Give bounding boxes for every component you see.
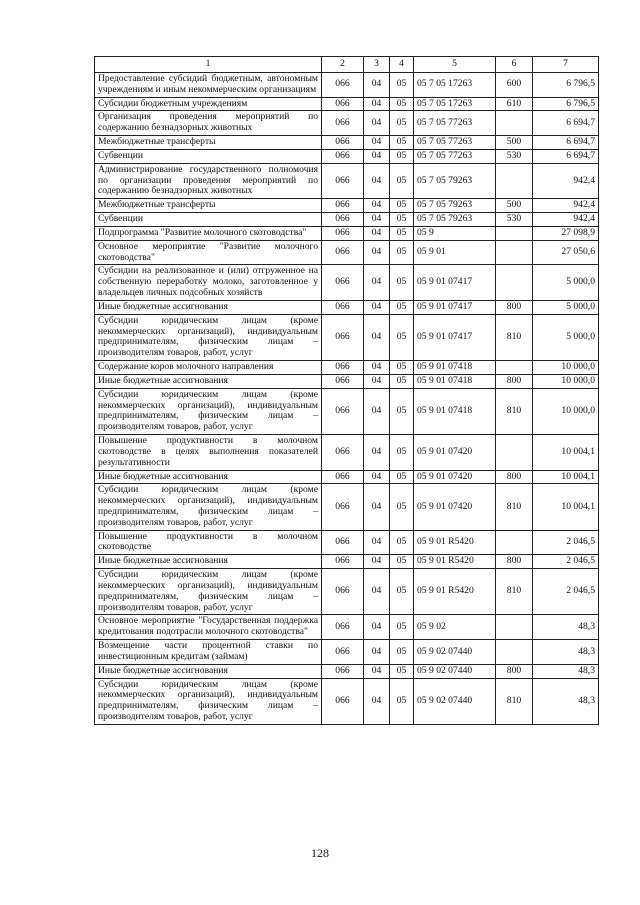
row-name: Основное мероприятие "Государственная поддержка кредитования подотрасли молочного скотоводства" bbox=[95, 615, 322, 640]
row-name: Субсидии бюджетным учреждениям bbox=[95, 97, 322, 111]
amount: 27 050,6 bbox=[533, 240, 599, 265]
ministry-code: 066 bbox=[322, 73, 364, 98]
table-row bbox=[95, 484, 599, 530]
row-name: Иные бюджетные ассигнования bbox=[95, 374, 322, 388]
target-article-code: 05 9 01 R5420 bbox=[414, 569, 496, 615]
expense-type-code: 810 bbox=[496, 569, 533, 615]
subsection-code: 05 bbox=[390, 149, 414, 163]
amount: 10 000,0 bbox=[533, 361, 599, 375]
ministry-code: 066 bbox=[322, 199, 364, 213]
table-row bbox=[95, 163, 599, 198]
section-code: 04 bbox=[364, 470, 390, 484]
expense-type-code bbox=[496, 226, 533, 240]
table-row bbox=[95, 240, 599, 265]
target-article-code: 05 7 05 79263 bbox=[414, 163, 496, 198]
header-cell-4: 4 bbox=[390, 57, 414, 73]
amount: 6 694,7 bbox=[533, 136, 599, 150]
amount: 942,4 bbox=[533, 163, 599, 198]
amount: 2 046,5 bbox=[533, 530, 599, 555]
expense-type-code: 610 bbox=[496, 97, 533, 111]
expense-type-code: 810 bbox=[496, 388, 533, 434]
row-name: Межбюджетные трансферты bbox=[95, 199, 322, 213]
amount: 6 694,7 bbox=[533, 149, 599, 163]
header-cell-3: 3 bbox=[364, 57, 390, 73]
ministry-code: 066 bbox=[322, 640, 364, 665]
section-code: 04 bbox=[364, 314, 390, 360]
expense-type-code bbox=[496, 265, 533, 300]
amount: 10 000,0 bbox=[533, 388, 599, 434]
expense-type-code: 500 bbox=[496, 199, 533, 213]
ministry-code: 066 bbox=[322, 569, 364, 615]
table-row bbox=[95, 314, 599, 360]
amount: 942,4 bbox=[533, 199, 599, 213]
expense-type-code: 800 bbox=[496, 300, 533, 314]
ministry-code: 066 bbox=[322, 388, 364, 434]
subsection-code: 05 bbox=[390, 470, 414, 484]
amount: 27 098,9 bbox=[533, 226, 599, 240]
row-name: Иные бюджетные ассигнования bbox=[95, 300, 322, 314]
ministry-code: 066 bbox=[322, 470, 364, 484]
ministry-code: 066 bbox=[322, 678, 364, 724]
section-code: 04 bbox=[364, 240, 390, 265]
expense-type-code bbox=[496, 163, 533, 198]
section-code: 04 bbox=[364, 136, 390, 150]
amount: 5 000,0 bbox=[533, 314, 599, 360]
row-name: Содержание коров молочного направления bbox=[95, 361, 322, 375]
expense-type-code: 810 bbox=[496, 484, 533, 530]
section-code: 04 bbox=[364, 97, 390, 111]
ministry-code: 066 bbox=[322, 484, 364, 530]
target-article-code: 05 9 02 07440 bbox=[414, 678, 496, 724]
table-row bbox=[95, 73, 599, 98]
expense-type-code: 800 bbox=[496, 374, 533, 388]
ministry-code: 066 bbox=[322, 664, 364, 678]
expense-type-code bbox=[496, 361, 533, 375]
subsection-code: 05 bbox=[390, 97, 414, 111]
amount: 6 796,5 bbox=[533, 73, 599, 98]
table-row bbox=[95, 388, 599, 434]
header-cell-2: 2 bbox=[322, 57, 364, 73]
header-cell-6: 6 bbox=[496, 57, 533, 73]
target-article-code: 05 7 05 79263 bbox=[414, 213, 496, 227]
table-row bbox=[95, 664, 599, 678]
row-name: Субвенции bbox=[95, 149, 322, 163]
budget-table bbox=[94, 56, 599, 725]
amount: 10 000,0 bbox=[533, 374, 599, 388]
section-code: 04 bbox=[364, 435, 390, 470]
row-name: Иные бюджетные ассигнования bbox=[95, 664, 322, 678]
expense-type-code: 530 bbox=[496, 149, 533, 163]
subsection-code: 05 bbox=[390, 265, 414, 300]
target-article-code: 05 9 02 07440 bbox=[414, 664, 496, 678]
target-article-code: 05 9 01 bbox=[414, 240, 496, 265]
row-name: Субвенции bbox=[95, 213, 322, 227]
row-name: Повышение продуктивности в молочном скотоводстве bbox=[95, 530, 322, 555]
target-article-code: 05 7 05 77263 bbox=[414, 149, 496, 163]
section-code: 04 bbox=[364, 149, 390, 163]
target-article-code: 05 7 05 77263 bbox=[414, 111, 496, 136]
section-code: 04 bbox=[364, 265, 390, 300]
section-code: 04 bbox=[364, 300, 390, 314]
section-code: 04 bbox=[364, 678, 390, 724]
section-code: 04 bbox=[364, 640, 390, 665]
amount: 10 004,1 bbox=[533, 470, 599, 484]
ministry-code: 066 bbox=[322, 149, 364, 163]
subsection-code: 05 bbox=[390, 569, 414, 615]
expense-type-code bbox=[496, 530, 533, 555]
row-name: Организация проведения мероприятий по содержанию безнадзорных животных bbox=[95, 111, 322, 136]
row-name: Иные бюджетные ассигнования bbox=[95, 555, 322, 569]
amount: 942,4 bbox=[533, 213, 599, 227]
section-code: 04 bbox=[364, 199, 390, 213]
header-row bbox=[95, 57, 599, 73]
row-name: Субсидии на реализованное и (или) отгруженное на собственную переработку молоко, заготовленное у владельцев личных подсобных хозяйств bbox=[95, 265, 322, 300]
table-row bbox=[95, 226, 599, 240]
ministry-code: 066 bbox=[322, 226, 364, 240]
target-article-code: 05 9 01 07418 bbox=[414, 374, 496, 388]
expense-type-code bbox=[496, 435, 533, 470]
table-row bbox=[95, 97, 599, 111]
row-name: Возмещение части процентной ставки по инвестиционным кредитам (займам) bbox=[95, 640, 322, 665]
table-body bbox=[95, 73, 599, 725]
subsection-code: 05 bbox=[390, 530, 414, 555]
row-name: Субсидии юридическим лицам (кроме некоммерческих организаций), индивидуальным предпринимателям, физическим лицам – производителям товаров, работ, услуг bbox=[95, 314, 322, 360]
target-article-code: 05 9 01 07420 bbox=[414, 435, 496, 470]
subsection-code: 05 bbox=[390, 314, 414, 360]
row-name: Администрирование государственного полномочия по организации проведения мероприятий по содержанию безнадзорных животных bbox=[95, 163, 322, 198]
ministry-code: 066 bbox=[322, 530, 364, 555]
ministry-code: 066 bbox=[322, 314, 364, 360]
table-row bbox=[95, 300, 599, 314]
ministry-code: 066 bbox=[322, 555, 364, 569]
subsection-code: 05 bbox=[390, 300, 414, 314]
expense-type-code: 800 bbox=[496, 555, 533, 569]
expense-type-code bbox=[496, 240, 533, 265]
section-code: 04 bbox=[364, 226, 390, 240]
section-code: 04 bbox=[364, 530, 390, 555]
subsection-code: 05 bbox=[390, 240, 414, 265]
ministry-code: 066 bbox=[322, 374, 364, 388]
header-cell-1: 1 bbox=[95, 57, 322, 73]
ministry-code: 066 bbox=[322, 615, 364, 640]
ministry-code: 066 bbox=[322, 163, 364, 198]
expense-type-code bbox=[496, 111, 533, 136]
section-code: 04 bbox=[364, 163, 390, 198]
table-row bbox=[95, 569, 599, 615]
target-article-code: 05 9 01 07420 bbox=[414, 470, 496, 484]
amount: 5 000,0 bbox=[533, 265, 599, 300]
subsection-code: 05 bbox=[390, 640, 414, 665]
section-code: 04 bbox=[364, 213, 390, 227]
table-row bbox=[95, 213, 599, 227]
table-row bbox=[95, 111, 599, 136]
table-row bbox=[95, 615, 599, 640]
row-name: Предоставление субсидий бюджетным, автономным учреждениям и иным некоммерческим организациям bbox=[95, 73, 322, 98]
section-code: 04 bbox=[364, 569, 390, 615]
amount: 10 004,1 bbox=[533, 484, 599, 530]
table-row bbox=[95, 530, 599, 555]
row-name: Подпрограмма "Развитие молочного скотоводства" bbox=[95, 226, 322, 240]
target-article-code: 05 7 05 17263 bbox=[414, 97, 496, 111]
target-article-code: 05 9 02 bbox=[414, 615, 496, 640]
subsection-code: 05 bbox=[390, 374, 414, 388]
expense-type-code: 810 bbox=[496, 314, 533, 360]
table-row bbox=[95, 136, 599, 150]
section-code: 04 bbox=[364, 73, 390, 98]
amount: 2 046,5 bbox=[533, 555, 599, 569]
target-article-code: 05 9 01 07420 bbox=[414, 484, 496, 530]
table-row bbox=[95, 470, 599, 484]
target-article-code: 05 9 01 R5420 bbox=[414, 530, 496, 555]
subsection-code: 05 bbox=[390, 111, 414, 136]
row-name: Повышение продуктивности в молочном скотоводстве в целях выполнения показателей результативности bbox=[95, 435, 322, 470]
subsection-code: 05 bbox=[390, 678, 414, 724]
amount: 10 004,1 bbox=[533, 435, 599, 470]
expense-type-code: 600 bbox=[496, 73, 533, 98]
subsection-code: 05 bbox=[390, 435, 414, 470]
expense-type-code: 810 bbox=[496, 678, 533, 724]
subsection-code: 05 bbox=[390, 199, 414, 213]
target-article-code: 05 9 01 07417 bbox=[414, 300, 496, 314]
subsection-code: 05 bbox=[390, 163, 414, 198]
section-code: 04 bbox=[364, 555, 390, 569]
amount: 48,3 bbox=[533, 678, 599, 724]
section-code: 04 bbox=[364, 111, 390, 136]
table-row bbox=[95, 555, 599, 569]
subsection-code: 05 bbox=[390, 73, 414, 98]
table-row bbox=[95, 361, 599, 375]
target-article-code: 05 9 01 R5420 bbox=[414, 555, 496, 569]
subsection-code: 05 bbox=[390, 484, 414, 530]
row-name: Субсидии юридическим лицам (кроме некоммерческих организаций), индивидуальным предпринимателям, физическим лицам – производителям товаров, работ, услуг bbox=[95, 484, 322, 530]
ministry-code: 066 bbox=[322, 435, 364, 470]
row-name: Субсидии юридическим лицам (кроме некоммерческих организаций), индивидуальным предпринимателям, физическим лицам – производителям товаров, работ, услуг bbox=[95, 388, 322, 434]
target-article-code: 05 7 05 77263 bbox=[414, 136, 496, 150]
table-row bbox=[95, 640, 599, 665]
section-code: 04 bbox=[364, 361, 390, 375]
row-name: Иные бюджетные ассигнования bbox=[95, 470, 322, 484]
subsection-code: 05 bbox=[390, 361, 414, 375]
expense-type-code bbox=[496, 640, 533, 665]
expense-type-code: 500 bbox=[496, 136, 533, 150]
section-code: 04 bbox=[364, 615, 390, 640]
header-cell-5: 5 bbox=[414, 57, 496, 73]
amount: 48,3 bbox=[533, 664, 599, 678]
subsection-code: 05 bbox=[390, 213, 414, 227]
subsection-code: 05 bbox=[390, 664, 414, 678]
row-name: Субсидии юридическим лицам (кроме некоммерческих организаций), индивидуальным предпринимателям, физическим лицам – производителям товаров, работ, услуг bbox=[95, 678, 322, 724]
ministry-code: 066 bbox=[322, 361, 364, 375]
ministry-code: 066 bbox=[322, 265, 364, 300]
table-row bbox=[95, 149, 599, 163]
row-name: Межбюджетные трансферты bbox=[95, 136, 322, 150]
row-name: Субсидии юридическим лицам (кроме некоммерческих организаций), индивидуальным предпринимателям, физическим лицам – производителям товаров, работ, услуг bbox=[95, 569, 322, 615]
ministry-code: 066 bbox=[322, 136, 364, 150]
target-article-code: 05 7 05 79263 bbox=[414, 199, 496, 213]
expense-type-code: 800 bbox=[496, 470, 533, 484]
subsection-code: 05 bbox=[390, 136, 414, 150]
target-article-code: 05 9 02 07440 bbox=[414, 640, 496, 665]
section-code: 04 bbox=[364, 388, 390, 434]
ministry-code: 066 bbox=[322, 97, 364, 111]
subsection-code: 05 bbox=[390, 226, 414, 240]
amount: 2 046,5 bbox=[533, 569, 599, 615]
ministry-code: 066 bbox=[322, 300, 364, 314]
expense-type-code bbox=[496, 615, 533, 640]
target-article-code: 05 9 01 07418 bbox=[414, 388, 496, 434]
header-cell-7: 7 bbox=[533, 57, 599, 73]
amount: 5 000,0 bbox=[533, 300, 599, 314]
table-row bbox=[95, 435, 599, 470]
target-article-code: 05 9 bbox=[414, 226, 496, 240]
subsection-code: 05 bbox=[390, 555, 414, 569]
section-code: 04 bbox=[364, 484, 390, 530]
amount: 6 796,5 bbox=[533, 97, 599, 111]
target-article-code: 05 7 05 17263 bbox=[414, 73, 496, 98]
ministry-code: 066 bbox=[322, 213, 364, 227]
subsection-code: 05 bbox=[390, 388, 414, 434]
page-number: 128 bbox=[311, 846, 329, 860]
ministry-code: 066 bbox=[322, 111, 364, 136]
ministry-code: 066 bbox=[322, 240, 364, 265]
amount: 48,3 bbox=[533, 615, 599, 640]
target-article-code: 05 9 01 07417 bbox=[414, 265, 496, 300]
row-name: Основное мероприятие "Развитие молочного скотоводства" bbox=[95, 240, 322, 265]
amount: 48,3 bbox=[533, 640, 599, 665]
target-article-code: 05 9 01 07418 bbox=[414, 361, 496, 375]
table-row bbox=[95, 678, 599, 724]
table-row bbox=[95, 374, 599, 388]
table-row bbox=[95, 265, 599, 300]
table-row bbox=[95, 199, 599, 213]
expense-type-code: 530 bbox=[496, 213, 533, 227]
amount: 6 694,7 bbox=[533, 111, 599, 136]
subsection-code: 05 bbox=[390, 615, 414, 640]
target-article-code: 05 9 01 07417 bbox=[414, 314, 496, 360]
section-code: 04 bbox=[364, 374, 390, 388]
expense-type-code: 800 bbox=[496, 664, 533, 678]
section-code: 04 bbox=[364, 664, 390, 678]
